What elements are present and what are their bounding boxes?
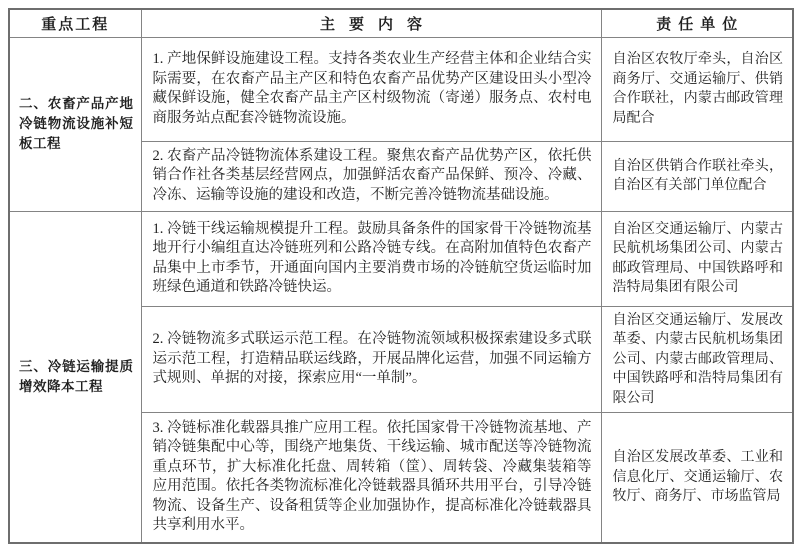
- content-cell: 2. 冷链物流多式联运示范工程。在冷链物流领域积极探索建设多式联运示范工程，打造精品联运线路，开展品牌化运营，加强不同运输方式规则、单据的对接，探索应用“一单制”。: [141, 306, 601, 413]
- table-header-row: [9, 9, 793, 37]
- column-header-project: 重点工程: [9, 9, 141, 37]
- content-cell: 1. 冷链干线运输规模提升工程。鼓励具备条件的国家骨干冷链物流基地开行小编组直达冷链班列和公路冷链专线。在高附加值特色农畜产品集中上市季节，开通面向国内主要消费市场的冷链航空货运临时加班绿色通道和铁路冷链快运。: [141, 211, 601, 306]
- project-group-title: 二、农畜产品产地冷链物流设施补短板工程: [9, 37, 141, 211]
- unit-cell: 自治区交通运输厅、内蒙古民航机场集团公司、内蒙古邮政管理局、中国铁路呼和浩特局集团有限公司: [601, 211, 793, 306]
- unit-cell: 自治区交通运输厅、发展改革委、内蒙古民航机场集团公司、内蒙古邮政管理局、中国铁路呼和浩特局集团有限公司: [601, 306, 793, 413]
- column-header-unit: 责任单位: [601, 9, 793, 37]
- content-cell: 1. 产地保鲜设施建设工程。支持各类农业生产经营主体和企业结合实际需要，在农畜产品主产区和特色农畜产品优势产区建设田头小型冷藏保鲜设施，健全农畜产品主产区村级物流（寄递）服务点、农村电商服务站点配套冷链物流设施。: [141, 37, 601, 141]
- key-projects-table: [8, 8, 794, 544]
- unit-cell: 自治区发展改革委、工业和信息化厅、交通运输厅、农牧厅、商务厅、市场监管局: [601, 413, 793, 543]
- table-row: [9, 37, 793, 141]
- content-cell: 2. 农畜产品冷链物流体系建设工程。聚焦农畜产品优势产区，依托供销合作社各类基层经营网点，加强鲜活农畜产品保鲜、预冷、冷藏、冷冻、运输等设施的建设和改造，不断完善冷链物流基础设施。: [141, 141, 601, 211]
- column-header-content: 主要内容: [141, 9, 601, 37]
- content-cell: 3. 冷链标准化载器具推广应用工程。依托国家骨干冷链物流基地、产销冷链集配中心等，围绕产地集货、干线运输、城市配送等冷链物流重点环节，扩大标准化托盘、周转箱（筐）、周转袋、冷藏集装箱等应用范围。依托各类物流标准化冷链载器具循环共用平台，引导冷链物流、设备生产、设备租赁等企业加强协作，提高标准化冷链载器具共享利用水平。: [141, 413, 601, 543]
- unit-cell: 自治区供销合作联社牵头，自治区有关部门单位配合: [601, 141, 793, 211]
- unit-cell: 自治区农牧厅牵头，自治区商务厅、交通运输厅、供销合作联社，内蒙古邮政管理局配合: [601, 37, 793, 141]
- table-row: [9, 211, 793, 306]
- project-group-title: 三、冷链运输提质增效降本工程: [9, 211, 141, 543]
